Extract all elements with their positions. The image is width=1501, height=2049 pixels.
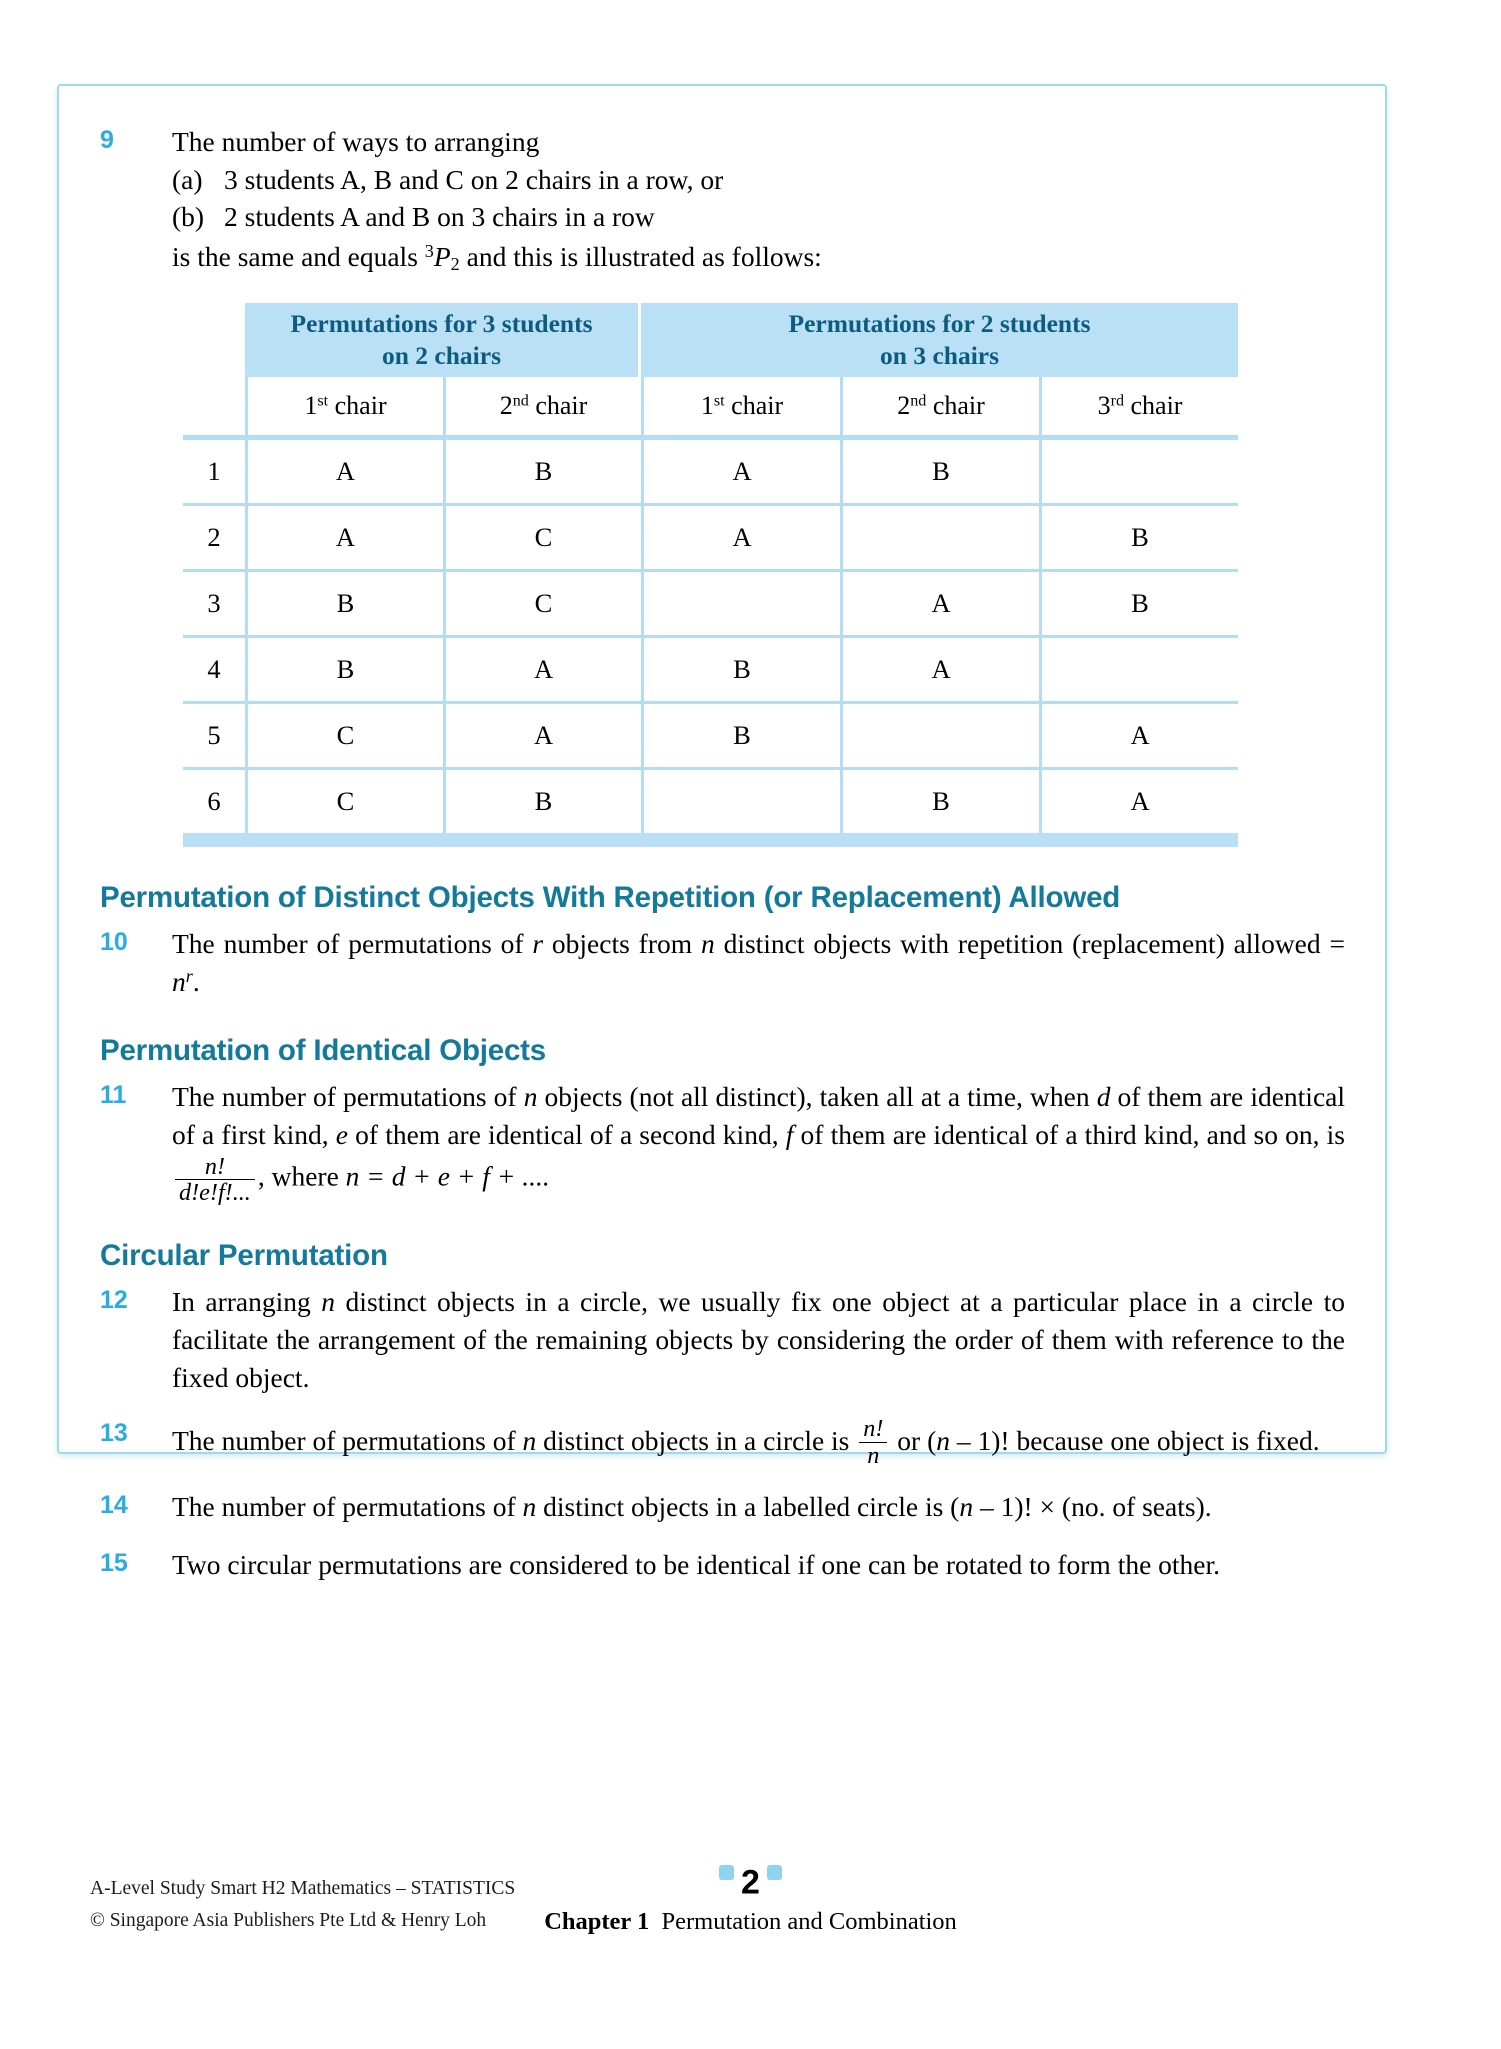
item-11-var-f: f	[785, 1118, 794, 1150]
item-9-closing-prefix: is the same and equals	[172, 241, 425, 273]
item-11-var-e: e	[335, 1118, 348, 1150]
footer-chapter-label: Chapter 1	[544, 1908, 650, 1936]
table-cell: B	[245, 572, 443, 638]
item-13-part1: The number of permutations of	[172, 1425, 523, 1457]
table-cell: B	[443, 440, 641, 506]
page-number-row	[712, 1863, 789, 1902]
item-14	[100, 1488, 1345, 1526]
item-13-fraction-numerator: n!	[863, 1415, 884, 1443]
table-cell: C	[245, 704, 443, 770]
item-10-formula-base: n	[172, 965, 186, 997]
item-10-part3: distinct objects with repetition (replacement) allowed =	[714, 927, 1345, 959]
item-13-part3: or (	[890, 1425, 937, 1457]
item-11-equation: n = d + e + f + ....	[345, 1159, 550, 1191]
chair-header-2-ord: nd	[512, 392, 529, 410]
item-13-var-n: n	[522, 1425, 537, 1457]
chair-header-5-word: chair	[1124, 390, 1183, 420]
item-10-formula-sup: r	[185, 965, 193, 986]
item-14-number: 14	[100, 1491, 128, 1520]
item-11-fraction-numerator: n!	[204, 1152, 225, 1180]
chair-header-1-word: chair	[328, 390, 387, 420]
item-9	[100, 123, 1345, 277]
chair-header-3-num: 1	[700, 390, 714, 420]
table-cell	[840, 704, 1039, 770]
item-9-formula-sub: 2	[450, 254, 460, 274]
item-13-part4: – 1)! because one object is fixed.	[950, 1425, 1320, 1457]
group-header-1-line1: Permutations for 3 students	[290, 308, 593, 338]
item-15-number: 15	[100, 1548, 128, 1577]
item-15	[100, 1546, 1345, 1584]
item-14-var-n: n	[522, 1491, 537, 1523]
item-9-closing-suffix: and this is illustrated as follows:	[459, 241, 822, 273]
item-9-option-b	[172, 198, 1345, 236]
chair-header-5	[1039, 377, 1238, 440]
chair-header-1	[245, 377, 443, 440]
table-cell	[641, 770, 840, 833]
decorative-square-right-icon	[767, 1865, 782, 1880]
item-13	[100, 1416, 1345, 1468]
item-9-formula-base: P	[433, 241, 451, 273]
item-11-part4: of them are identical of a second kind,	[348, 1118, 786, 1150]
section-heading-circular: Circular Permutation	[100, 1239, 388, 1273]
table-cell: B	[443, 770, 641, 833]
row-number: 5	[183, 704, 245, 770]
item-9-closing	[172, 238, 1345, 277]
chair-header-2-num: 2	[499, 390, 513, 420]
chair-header-1-num: 1	[304, 390, 318, 420]
chair-header-4-num: 2	[897, 390, 911, 420]
group-header-1-line2: on 2 chairs	[382, 340, 502, 370]
item-12-number: 12	[100, 1286, 128, 1315]
item-11-part5: of them are identical of a third kind, and so on, is	[793, 1118, 1345, 1150]
table-row	[183, 638, 1238, 704]
row-number: 3	[183, 572, 245, 638]
chair-header-4-word: chair	[926, 390, 985, 420]
item-13-part2: distinct objects in a circle is	[536, 1425, 857, 1457]
table-cell: B	[641, 704, 840, 770]
item-12-var-n: n	[321, 1286, 336, 1318]
item-11-fraction	[175, 1154, 255, 1206]
item-13-number: 13	[100, 1419, 128, 1448]
table-cell: B	[641, 638, 840, 704]
table-cell: A	[641, 506, 840, 572]
permutations-table-wrapper	[183, 303, 1238, 847]
table-group-header-row	[183, 303, 1238, 377]
item-9-formula	[425, 241, 460, 272]
item-14-text	[172, 1488, 1345, 1526]
row-number: 2	[183, 506, 245, 572]
footer-copyright-line: © Singapore Asia Publishers Pte Ltd & Henry Loh	[90, 1909, 487, 1931]
table-cell: A	[1039, 704, 1238, 770]
chair-header-5-num: 3	[1097, 390, 1111, 420]
chair-header-4-ord: nd	[910, 392, 927, 410]
row-number: 6	[183, 770, 245, 833]
item-9-number: 9	[100, 126, 114, 154]
table-bottom-bar	[183, 833, 1238, 847]
table-cell: A	[641, 440, 840, 506]
table-cell: A	[840, 638, 1039, 704]
table-cell: A	[840, 572, 1039, 638]
page-number: 2	[741, 1863, 760, 1902]
group-header-2-line2: on 3 chairs	[880, 340, 1000, 370]
table-cell: B	[1039, 506, 1238, 572]
item-10-part2: objects from	[543, 927, 701, 959]
item-11-part1: The number of permutations of	[172, 1081, 524, 1113]
item-11-var-n: n	[523, 1081, 538, 1113]
footer-center-block	[0, 1865, 1501, 1936]
permutations-table	[183, 303, 1238, 833]
chair-header-3-ord: st	[713, 392, 725, 410]
item-14-var-n2: n	[959, 1491, 974, 1523]
chair-header-1-ord: st	[317, 392, 329, 410]
table-row	[183, 770, 1238, 833]
item-9-option-a-text: 3 students A, B and C on 2 chairs in a row, or	[224, 163, 724, 195]
table-cell: A	[443, 638, 641, 704]
item-12-part1: In arranging	[172, 1286, 322, 1318]
item-11	[100, 1078, 1345, 1205]
item-9-option-a-label: (a)	[172, 163, 203, 195]
item-11-text	[172, 1078, 1345, 1205]
table-cell: B	[840, 770, 1039, 833]
item-11-part3: of them are identical of a first kind,	[172, 1081, 1345, 1150]
item-10-part4: .	[192, 965, 200, 997]
table-cell	[1039, 638, 1238, 704]
item-10	[100, 925, 1345, 1000]
item-12	[100, 1283, 1345, 1396]
table-cell: B	[840, 440, 1039, 506]
item-9-option-b-text: 2 students A and B on 3 chairs in a row	[224, 201, 655, 233]
table-cell: A	[245, 506, 443, 572]
item-12-text	[172, 1283, 1345, 1396]
table-cell: B	[1039, 572, 1238, 638]
table-group-header-2-students	[641, 303, 1238, 377]
table-cell: A	[245, 440, 443, 506]
item-9-lead: The number of ways to arranging	[172, 126, 540, 157]
table-cell: A	[443, 704, 641, 770]
table-group-header-3-students	[245, 303, 641, 377]
item-9-option-a	[172, 161, 1345, 199]
footer-chapter-title: Permutation and Combination	[661, 1908, 957, 1936]
chair-header-2	[443, 377, 641, 440]
footer-chapter-line	[0, 1908, 1501, 1936]
table-corner-cell	[183, 303, 245, 377]
table-row	[183, 440, 1238, 506]
item-13-fraction	[859, 1416, 887, 1468]
item-10-var-r: r	[532, 927, 544, 959]
decorative-square-left-icon	[719, 1865, 734, 1880]
item-9-formula-sup: 3	[424, 240, 434, 261]
item-11-fraction-denominator: d!e!f!...	[175, 1179, 255, 1205]
item-11-number: 11	[100, 1081, 127, 1110]
item-9-option-b-label: (b)	[172, 201, 205, 233]
chair-header-2-word: chair	[528, 390, 588, 420]
table-corner-cell-2	[183, 377, 245, 440]
item-12-part2: distinct objects in a circle, we usually fix one object at a particular place in a circle to facilitate the arrangement of the remaining objects by considering the order of them with reference to the fixed object.	[172, 1286, 1345, 1393]
row-number: 4	[183, 638, 245, 704]
item-11-part2: objects (not all distinct), taken all at a time, when	[537, 1081, 1097, 1113]
chair-header-4	[840, 377, 1039, 440]
table-chair-header-row	[183, 377, 1238, 440]
table-row	[183, 704, 1238, 770]
item-14-part2: distinct objects in a labelled circle is (	[536, 1491, 960, 1523]
item-14-part1: The number of permutations of	[172, 1491, 523, 1523]
item-10-number: 10	[100, 927, 128, 956]
item-11-part6: , where	[257, 1159, 346, 1191]
page-footer	[0, 1863, 1501, 1993]
item-15-text: Two circular permutations are considered to be identical if one can be rotated to form the other.	[172, 1548, 1221, 1580]
table-cell	[641, 572, 840, 638]
chair-header-5-ord: rd	[1110, 392, 1124, 410]
group-header-2-line1: Permutations for 2 students	[788, 308, 1091, 338]
item-13-text	[172, 1416, 1345, 1468]
item-10-var-n: n	[700, 927, 715, 959]
section-heading-identical: Permutation of Identical Objects	[100, 1034, 547, 1068]
item-13-var-n2: n	[936, 1425, 950, 1457]
table-cell: A	[1039, 770, 1238, 833]
item-11-var-d: d	[1096, 1081, 1111, 1113]
table-cell	[840, 506, 1039, 572]
table-cell: C	[443, 506, 641, 572]
item-14-part3: – 1)! × (no. of seats).	[973, 1491, 1212, 1523]
table-row	[183, 506, 1238, 572]
table-cell	[1039, 440, 1238, 506]
table-row	[183, 572, 1238, 638]
item-10-part1: The number of permutations of	[172, 927, 533, 959]
chair-header-3	[641, 377, 840, 440]
table-cell: C	[443, 572, 641, 638]
footer-title-line: A-Level Study Smart H2 Mathematics – STATISTICS	[90, 1878, 516, 1899]
section-heading-repetition: Permutation of Distinct Objects With Repetition (or Replacement) Allowed	[100, 880, 1121, 914]
page-content	[100, 123, 1345, 1590]
chair-header-3-word: chair	[724, 390, 784, 420]
row-number: 1	[183, 440, 245, 506]
table-cell: B	[245, 638, 443, 704]
item-10-text	[172, 925, 1345, 1000]
item-13-fraction-denominator: n	[859, 1442, 887, 1468]
table-cell: C	[245, 770, 443, 833]
